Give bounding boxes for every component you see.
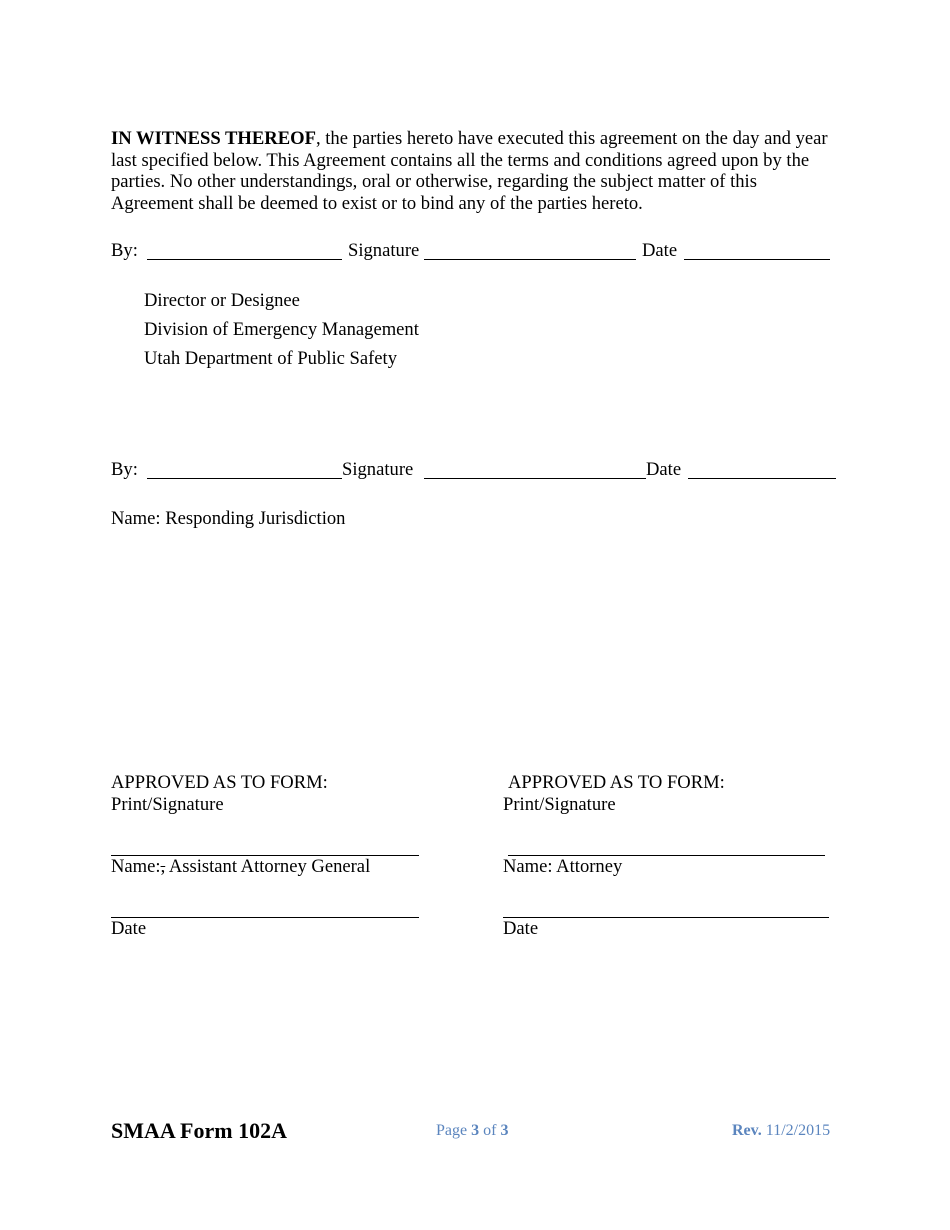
approval-left-name: [111, 856, 370, 878]
approval-left-date-line[interactable]: [111, 917, 419, 918]
date-label-1: Date: [642, 240, 678, 261]
title-line-division: Division of Emergency Management: [144, 319, 419, 340]
approval-right-name: Name: Attorney: [503, 856, 623, 877]
witness-line-3: parties. No other understandings, oral or otherwise, regarding the subject matter of this: [111, 171, 757, 192]
by-label-1: By:: [111, 240, 138, 261]
by-line-1[interactable]: [147, 259, 342, 260]
approval-left-name-struck: ,: [160, 856, 166, 877]
witness-line-4: Agreement shall be deemed to exist or to bind any of the parties hereto.: [111, 192, 643, 214]
by-line-2[interactable]: [147, 478, 342, 479]
date-line-1[interactable]: [684, 259, 830, 260]
approval-right-heading: APPROVED AS TO FORM:: [508, 772, 725, 793]
signature-line-2[interactable]: [424, 478, 646, 479]
approval-right-subheading: Print/Signature: [503, 794, 616, 815]
page-total: 3: [500, 1122, 509, 1139]
by-label-2: By:: [111, 459, 138, 480]
rev-label: Rev.: [732, 1122, 762, 1139]
page-of: of: [483, 1122, 497, 1139]
page-word: Page: [436, 1122, 468, 1139]
form-id: SMAA Form 102A: [111, 1118, 287, 1143]
approval-left-name-prefix: Name:: [111, 856, 161, 877]
witness-line-2: last specified below. This Agreement contains all the terms and conditions agreed upon by the: [111, 149, 810, 171]
rev-date: 11/2/2015: [765, 1122, 831, 1139]
title-line-department: Utah Department of Public Safety: [144, 348, 398, 369]
witness-line-1: [111, 128, 841, 150]
signature-label-2: Signature: [342, 459, 414, 480]
page-current: 3: [471, 1122, 480, 1139]
signature-label-1: Signature: [348, 240, 420, 261]
responding-name-line: Name: Responding Jurisdiction: [111, 508, 346, 529]
title-line-director: Director or Designee: [144, 290, 300, 311]
witness-lead: IN WITNESS THEREOF: [111, 128, 316, 149]
date-label-2: Date: [646, 459, 682, 480]
witness-line-1-rest: , the parties hereto have executed this agreement on the day and year: [315, 128, 828, 149]
approval-left-date-label: Date: [111, 918, 147, 939]
signature-line-1[interactable]: [424, 259, 636, 260]
approval-left-heading: APPROVED AS TO FORM:: [111, 772, 328, 793]
date-line-2[interactable]: [688, 478, 836, 479]
witness-paragraph: [111, 128, 841, 214]
approval-left-subheading: Print/Signature: [111, 794, 224, 815]
approval-right-date-line[interactable]: [503, 917, 829, 918]
approval-left-name-rest: Assistant Attorney General: [165, 856, 371, 877]
revision: [732, 1122, 830, 1140]
approval-right-date-label: Date: [503, 918, 539, 939]
page-indicator: [436, 1122, 508, 1140]
